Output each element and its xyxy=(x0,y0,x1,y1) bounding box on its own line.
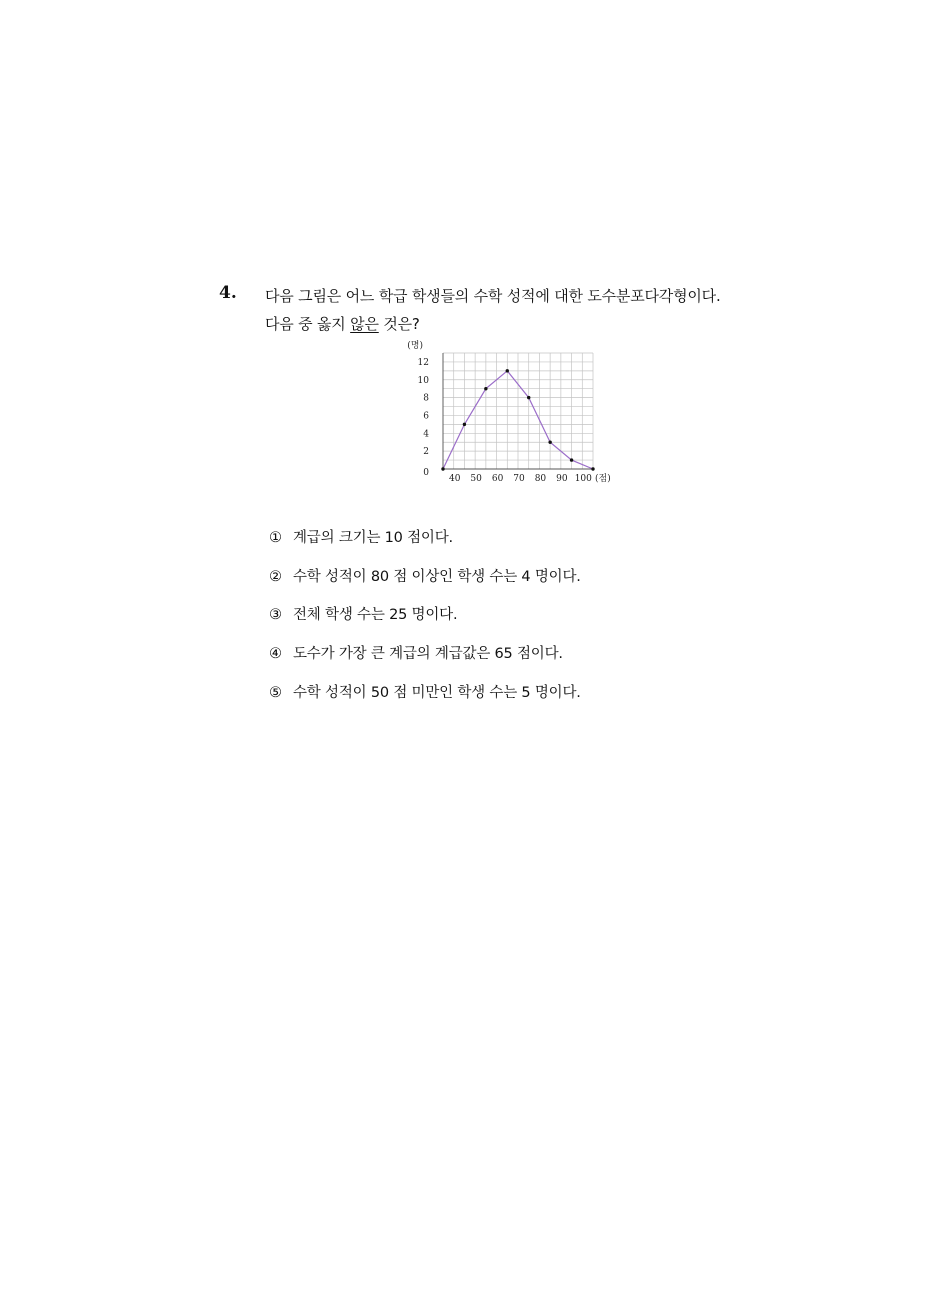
x-tick-label: 60 xyxy=(491,474,504,484)
data-point xyxy=(591,467,594,470)
x-tick-label: 90 xyxy=(556,474,568,484)
data-point xyxy=(570,458,573,461)
x-tick-label: 100 xyxy=(574,474,592,484)
y-tick-label: 4 xyxy=(423,429,429,440)
choice-5-text: 수학 성적이 50 점 미만인 학생 수는 5 명이다. xyxy=(293,685,581,701)
x-tick-label: 50 xyxy=(470,474,482,484)
data-point xyxy=(527,396,530,399)
choice-3-mark: ③ xyxy=(269,607,282,623)
question-text-line2 xyxy=(265,313,420,334)
question-text-before: 다음 중 옳지 xyxy=(265,315,351,333)
choice-2[interactable] xyxy=(269,565,581,586)
y-tick-label: 12 xyxy=(417,357,429,368)
choice-1-mark: ① xyxy=(269,530,282,546)
y-tick-label: 6 xyxy=(423,411,429,422)
data-point xyxy=(484,387,487,390)
question-text-underlined: 않은 xyxy=(350,315,379,333)
x-axis-label: (점) xyxy=(595,474,611,484)
y-axis-label: (명) xyxy=(407,341,423,351)
question-text-line1: 다음 그림은 어느 학급 학생들의 수학 성적에 대한 도수분포다각형이다. xyxy=(265,287,721,305)
choice-1[interactable] xyxy=(269,526,453,547)
data-point xyxy=(506,369,509,372)
choice-4-mark: ④ xyxy=(269,646,282,662)
y-tick-label: 2 xyxy=(423,447,429,458)
x-tick-label: 80 xyxy=(534,474,547,484)
y-tick-label: 10 xyxy=(417,375,429,386)
choice-5-mark: ⑤ xyxy=(269,685,282,701)
y-tick-label: 8 xyxy=(423,393,429,404)
x-tick-label: 40 xyxy=(448,474,461,484)
choice-2-mark: ② xyxy=(269,569,282,585)
origin-label: 0 xyxy=(423,468,429,478)
data-point xyxy=(463,423,466,426)
question-number: 4. xyxy=(219,283,237,303)
choice-2-text: 수학 성적이 80 점 이상인 학생 수는 4 명이다. xyxy=(293,569,581,585)
choice-1-text: 계급의 크기는 10 점이다. xyxy=(293,530,453,546)
data-point xyxy=(441,467,444,470)
data-point xyxy=(548,441,551,444)
choice-4-text: 도수가 가장 큰 계급의 계급값은 65 점이다. xyxy=(293,646,563,662)
chart-svg xyxy=(395,338,625,488)
x-tick-label: 70 xyxy=(513,474,525,484)
question-text-after: 것은? xyxy=(378,315,420,333)
choice-4[interactable] xyxy=(269,642,563,663)
frequency-polygon-chart xyxy=(395,338,625,488)
choice-5[interactable] xyxy=(269,681,581,702)
choice-3-text: 전체 학생 수는 25 명이다. xyxy=(293,607,458,623)
choice-3[interactable] xyxy=(269,603,457,624)
